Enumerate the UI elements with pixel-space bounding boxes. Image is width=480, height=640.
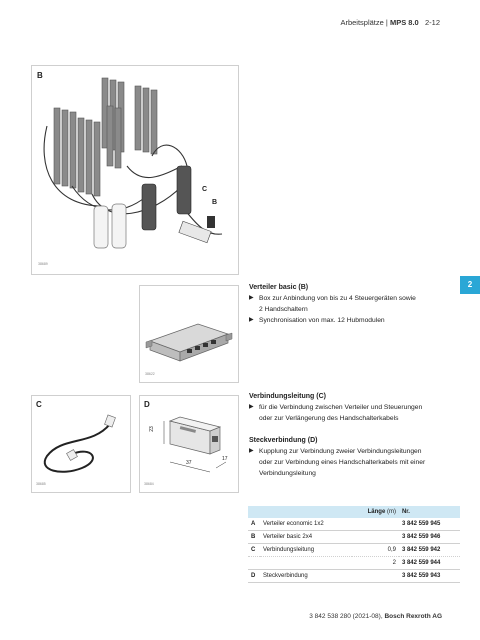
callout-c: C	[202, 186, 208, 193]
header-page-number: 2-12	[424, 18, 440, 27]
table-row: A Verteiler economic 1x2 3 842 559 945	[248, 518, 460, 531]
table-row: 2 3 842 559 944	[248, 557, 460, 570]
table-row: C Verbindungsleitung 0,9 3 842 559 942	[248, 544, 460, 557]
section-c-title: Verbindungsleitung (C)	[249, 393, 326, 400]
footer-doc-number: 3 842 538 280 (2021-08),	[309, 613, 383, 620]
table-row: D Steckverbindung 3 842 559 943	[248, 570, 460, 583]
section-c-bullet-continuation: oder zur Verlängerung des Handschalterkabels	[259, 415, 399, 422]
figure-distributor-code: 38622	[145, 372, 155, 376]
distributor-illustration	[140, 286, 238, 382]
chapter-tab: 2	[460, 276, 480, 294]
figure-d-letter: D	[144, 400, 150, 409]
figure-d-code: 38684	[144, 482, 154, 486]
system-illustration	[32, 66, 238, 274]
figure-b-code: 38689	[38, 262, 48, 266]
cable-illustration	[32, 396, 130, 492]
figure-d-connector	[139, 395, 239, 493]
connector-illustration	[140, 396, 238, 492]
section-d-bullet: ▶ Kupplung zur Verbindung zweier Verbindungsleitungen	[249, 448, 422, 455]
col-length-header: Länge (m)	[352, 506, 399, 518]
section-verteiler-basic	[249, 284, 459, 326]
section-verbindungsleitung	[249, 393, 464, 424]
section-b-bullet: ▶ Box zur Anbindung von bis zu 4 Steuergeräten sowie	[249, 295, 416, 302]
header-separator: |	[385, 18, 388, 27]
section-steckverbindung	[249, 437, 464, 479]
figure-distributor	[139, 285, 239, 383]
callout-b: B	[212, 199, 218, 206]
figure-c-code: 38685	[36, 482, 46, 486]
table-header-row	[248, 506, 460, 518]
figure-c-cable	[31, 395, 131, 493]
footer-company: Bosch Rexroth AG	[384, 613, 442, 620]
section-d-bullet-continuation: oder zur Verbindung eines Handschalterkabels mit einer	[259, 459, 426, 466]
col-nr-header: Nr.	[399, 506, 460, 518]
section-c-bullet: ▶ für die Verbindung zwischen Verteiler und Steuerungen	[249, 404, 423, 411]
dim-length: 37	[186, 460, 192, 466]
section-d-bullet-continuation: Verbindungsleitung	[259, 470, 316, 477]
table-row: B Verteiler basic 2x4 3 842 559 946	[248, 531, 460, 544]
section-d-title: Steckverbindung (D)	[249, 437, 318, 444]
page-footer	[309, 613, 442, 620]
section-b-bullet: ▶ Synchronisation von max. 12 Hubmodulen	[249, 317, 385, 324]
parts-table	[248, 506, 460, 583]
dim-height: 23	[148, 426, 155, 432]
header-section: Arbeitsplätze	[340, 18, 384, 27]
figure-b-system	[31, 65, 239, 275]
section-b-bullet-continuation: 2 Handschaltern	[259, 306, 308, 313]
figure-c-letter: C	[36, 400, 42, 409]
dim-width: 17	[222, 456, 228, 462]
figure-b-letter: B	[37, 71, 43, 80]
header-product: MPS 8.0	[389, 18, 419, 27]
page-header	[340, 18, 440, 27]
section-b-title: Verteiler basic (B)	[249, 284, 309, 291]
